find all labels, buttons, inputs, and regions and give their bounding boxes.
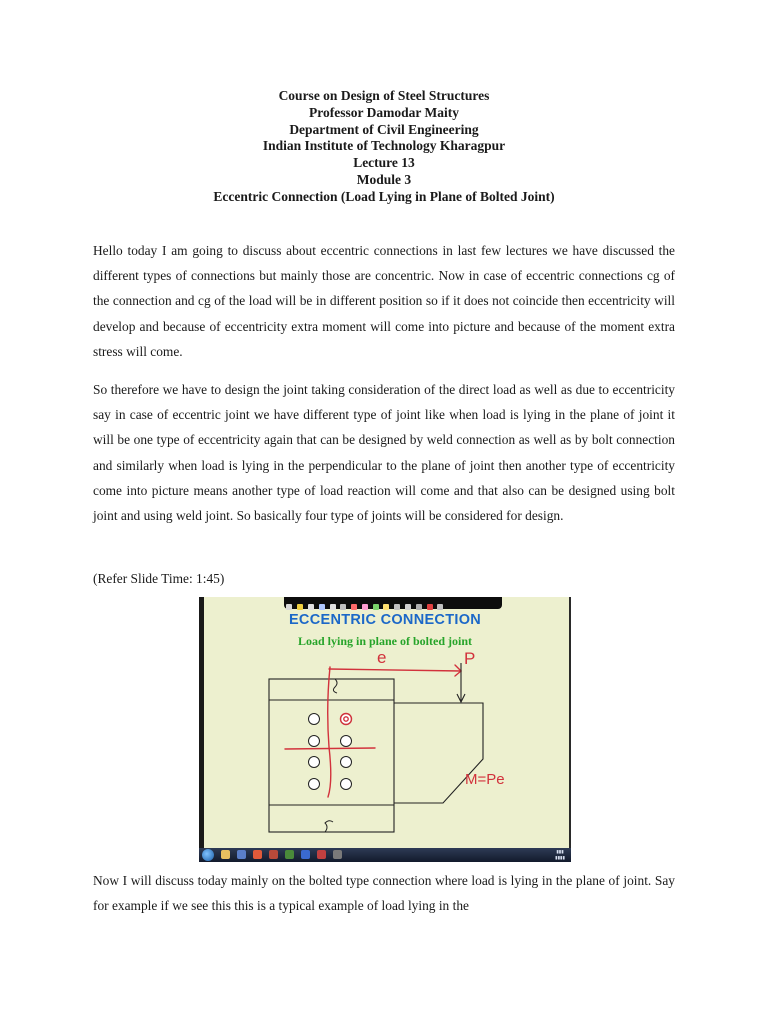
body-paragraph-1: Hello today I am going to discuss about eccentric connections in last few lectures we have discussed the different types of connections but mainly those are concentric. Now in case of eccentric connections cg of the connection and cg of the load will be in different position so if it does not coincide then eccentricity will develop and because of eccentricity extra moment will come into picture and because of the moment extra stress will come. (93, 243, 675, 359)
bolt (341, 757, 352, 768)
cg-horizontal-line (285, 748, 375, 749)
course-title: Course on Design of Steel Structures (278, 88, 490, 103)
bolt (341, 779, 352, 790)
document-header (0, 88, 768, 206)
app-icon (285, 850, 294, 859)
start-orb-icon (202, 849, 214, 861)
eccentricity-dimension (329, 669, 461, 671)
bracket-plate (394, 703, 483, 803)
bolt (309, 736, 320, 747)
body-paragraph-2: So therefore we have to design the joint taking consideration of the direct load as well as due to eccentricity say in case of eccentric joint we have different type of joint like when load is lying in the plane of joint it will be one type of eccentricity again that can be designed by weld connection as well as by bolt connection and similarly when load is lying in the perpendicular to the plane of joint then another type of eccentricity come into picture means another type of load reaction will come and that also can be designed using bolt joint and using weld joint. So basically four type of joints will be considered for design. (93, 382, 675, 524)
lecture-number: Lecture 13 (353, 155, 415, 171)
taskbar-clock: ▮▮▮ ▮▮▮▮ (555, 849, 565, 860)
module-number: Module 3 (356, 171, 412, 187)
chrome-icon (253, 850, 262, 859)
bolt (341, 736, 352, 747)
bolt (309, 779, 320, 790)
ie-icon (301, 850, 310, 859)
app-icon (317, 850, 326, 859)
break-mark-top (333, 679, 337, 693)
lecture-slide-image (199, 597, 571, 862)
explorer-icon (221, 850, 230, 859)
moment-label: M=Pe (465, 771, 505, 788)
lecture-topic: Eccentric Connection (Load Lying in Plane of Bolted Joint) (213, 188, 555, 204)
windows-taskbar (199, 848, 571, 862)
slide-subtitle: Load lying in plane of bolted joint (297, 634, 473, 648)
cg-vertical-line (328, 667, 331, 797)
column-outline (269, 679, 394, 832)
media-icon (237, 850, 246, 859)
slide-title: ECCENTRIC CONNECTION (288, 612, 482, 628)
bolted-joint-drawing (199, 597, 571, 862)
load-label: P (464, 649, 476, 668)
department-name: Department of Civil Engineering (289, 121, 479, 137)
body-paragraph-3: Now I will discuss today mainly on the bolted type connection where load is lying in the plane of joint. Say for example if we see this this is a typical example of load lying in the (93, 873, 675, 914)
break-mark-bottom (325, 821, 333, 832)
professor-name: Professor Damodar Maity (309, 104, 459, 120)
institute-name: Indian Institute of Technology Kharagpur (262, 138, 506, 154)
slide-time-reference: (Refer Slide Time: 1:45) (93, 571, 225, 586)
app-icon (333, 850, 342, 859)
app-icon (269, 850, 278, 859)
bolt (309, 714, 320, 725)
bolt (309, 757, 320, 768)
eccentricity-label: e (377, 648, 387, 667)
